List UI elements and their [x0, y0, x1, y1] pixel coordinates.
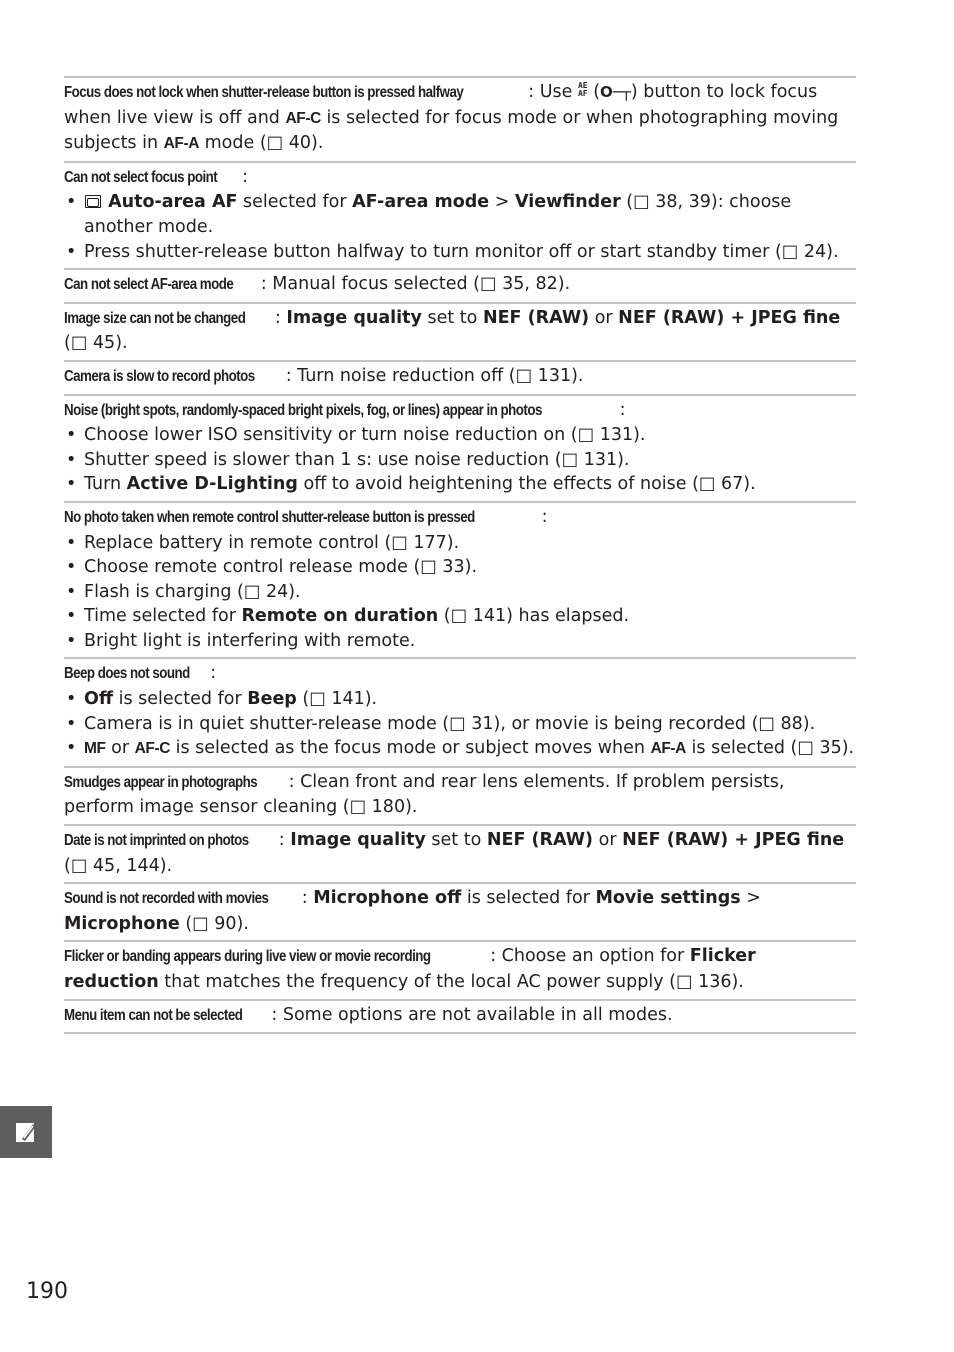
- entry-title: Can not select AF-area mode: [64, 276, 234, 294]
- troubleshooting-icon: [14, 1120, 38, 1144]
- ae-af-lock-icon: AE AF: [577, 81, 588, 98]
- entry-flicker: Flicker or banding appears during live view or movie recording : Choose an option for Flicker reduction that matches the frequency of the local AC power supply (□ 136).: [64, 940, 856, 998]
- entry-smudges: Smudges appear in photographs : Clean front and rear lens elements. If problem persists, perform image sensor cleaning (□ 180).: [64, 766, 856, 824]
- entry-title: Sound is not recorded with movies: [64, 890, 269, 908]
- list-item: • Shutter speed is slower than 1 s: use noise reduction (□ 131).: [64, 448, 856, 473]
- entry-remote: No photo taken when remote control shutter-release button is pressed : • Replace battery in remote control (□ 177). • Choose remote control release mode (□ 33). • Flash is charging (□ 24). • Time selected for Remote on duration (□ 141) has elapsed. • Bright light is interfering with remote.: [64, 501, 856, 658]
- entry-title: Camera is slow to record photos: [64, 367, 255, 385]
- list-item: • Bright light is interfering with remote.: [64, 629, 856, 654]
- list-item: • Time selected for Remote on duration (□ 141) has elapsed.: [64, 604, 856, 629]
- list-item: • Flash is charging (□ 24).: [64, 580, 856, 605]
- bullet-list: [64, 687, 856, 762]
- entry-noise: Noise (bright spots, randomly-spaced bright pixels, fog, or lines) appear in photos : • Choose lower ISO sensitivity or turn noise reduction on (□ 131). • Shutter speed is slower than 1 s: use noise reduction (□ 131). • Turn Active D-Lighting off to avoid heightening the effects of noise (□ 67).: [64, 394, 856, 501]
- entry-focus-lock: Focus does not lock when shutter-release button is pressed halfway : Use AE AF (O─┬) button to lock focus when live view is off and AF-C is selected for focus mode or when photographing moving subjects in AF-A mode (□ 40).: [64, 76, 856, 161]
- entry-menu-item: Menu item can not be selected : Some options are not available in all modes.: [64, 999, 856, 1035]
- list-item: • Auto-area AF selected for AF-area mode > Viewfinder (□ 38, 39): choose another mode.: [64, 190, 856, 239]
- list-item: • Camera is in quiet shutter-release mode (□ 31), or movie is being recorded (□ 88).: [64, 712, 856, 737]
- entry-title: No photo taken when remote control shutter-release button is pressed: [64, 508, 475, 526]
- entry-beep: Beep does not sound : • Off is selected for Beep (□ 141). • Camera is in quiet shutter-release mode (□ 31), or movie is being recorded (□ 88). • MF or AF-C is selected as the focus mode or subject moves when AF-A is selected (□ 35).: [64, 657, 856, 765]
- list-item: • Turn Active D-Lighting off to avoid heightening the effects of noise (□ 67).: [64, 472, 856, 497]
- list-item: • Replace battery in remote control (□ 177).: [64, 531, 856, 556]
- entry-title: Date is not imprinted on photos: [64, 832, 249, 850]
- entry-movie-sound: Sound is not recorded with movies : Microphone off is selected for Movie settings > Microphone (□ 90).: [64, 882, 856, 940]
- bullet-list: [64, 190, 856, 264]
- page-number: 190: [26, 1279, 68, 1304]
- entry-title: Beep does not sound: [64, 665, 190, 683]
- entry-title: Image size can not be changed: [64, 309, 246, 327]
- entry-title: Focus does not lock when shutter-release button is pressed halfway: [64, 84, 464, 101]
- entry-af-area-mode: Can not select AF-area mode : Manual focus selected (□ 35, 82).: [64, 268, 856, 302]
- entry-title: Smudges appear in photographs: [64, 773, 258, 791]
- entry-date-imprint: Date is not imprinted on photos : Image quality set to NEF (RAW) or NEF (RAW) + JPEG fine (□ 45, 144).: [64, 824, 856, 882]
- list-item: • Press shutter-release button halfway to turn monitor off or start standby timer (□ 24).: [64, 240, 856, 265]
- list-item: • MF or AF-C is selected as the focus mode or subject moves when AF-A is selected (□ 35).: [64, 736, 856, 762]
- list-item: • Choose lower ISO sensitivity or turn noise reduction on (□ 131).: [64, 423, 856, 448]
- list-item: • Off is selected for Beep (□ 141).: [64, 687, 856, 712]
- entry-title: Can not select focus point: [64, 168, 218, 186]
- list-item: • Choose remote control release mode (□ 33).: [64, 555, 856, 580]
- entry-title: Flicker or banding appears during live view or movie recording: [64, 948, 431, 966]
- bullet-list: [64, 423, 856, 497]
- troubleshooting-list: [64, 76, 856, 1034]
- entry-slow-record: Camera is slow to record photos : Turn noise reduction off (□ 131).: [64, 360, 856, 394]
- bullet-list: [64, 531, 856, 654]
- section-tab: [0, 1106, 52, 1158]
- entry-image-size: Image size can not be changed : Image quality set to NEF (RAW) or NEF (RAW) + JPEG fine (□ 45).: [64, 302, 856, 360]
- key-lock-icon: O─┬: [600, 83, 631, 101]
- auto-area-af-icon: [85, 195, 101, 208]
- entry-title: Noise (bright spots, randomly-spaced bright pixels, fog, or lines) appear in photos: [64, 401, 542, 419]
- entry-title: Menu item can not be selected: [64, 1006, 243, 1024]
- entry-focus-point: Can not select focus point : • Auto-area AF selected for AF-area mode > Viewfinder (□ 38, 39): choose another mode. • Press shutter-release button halfway to turn monitor off or start standby timer (□ 24).: [64, 161, 856, 268]
